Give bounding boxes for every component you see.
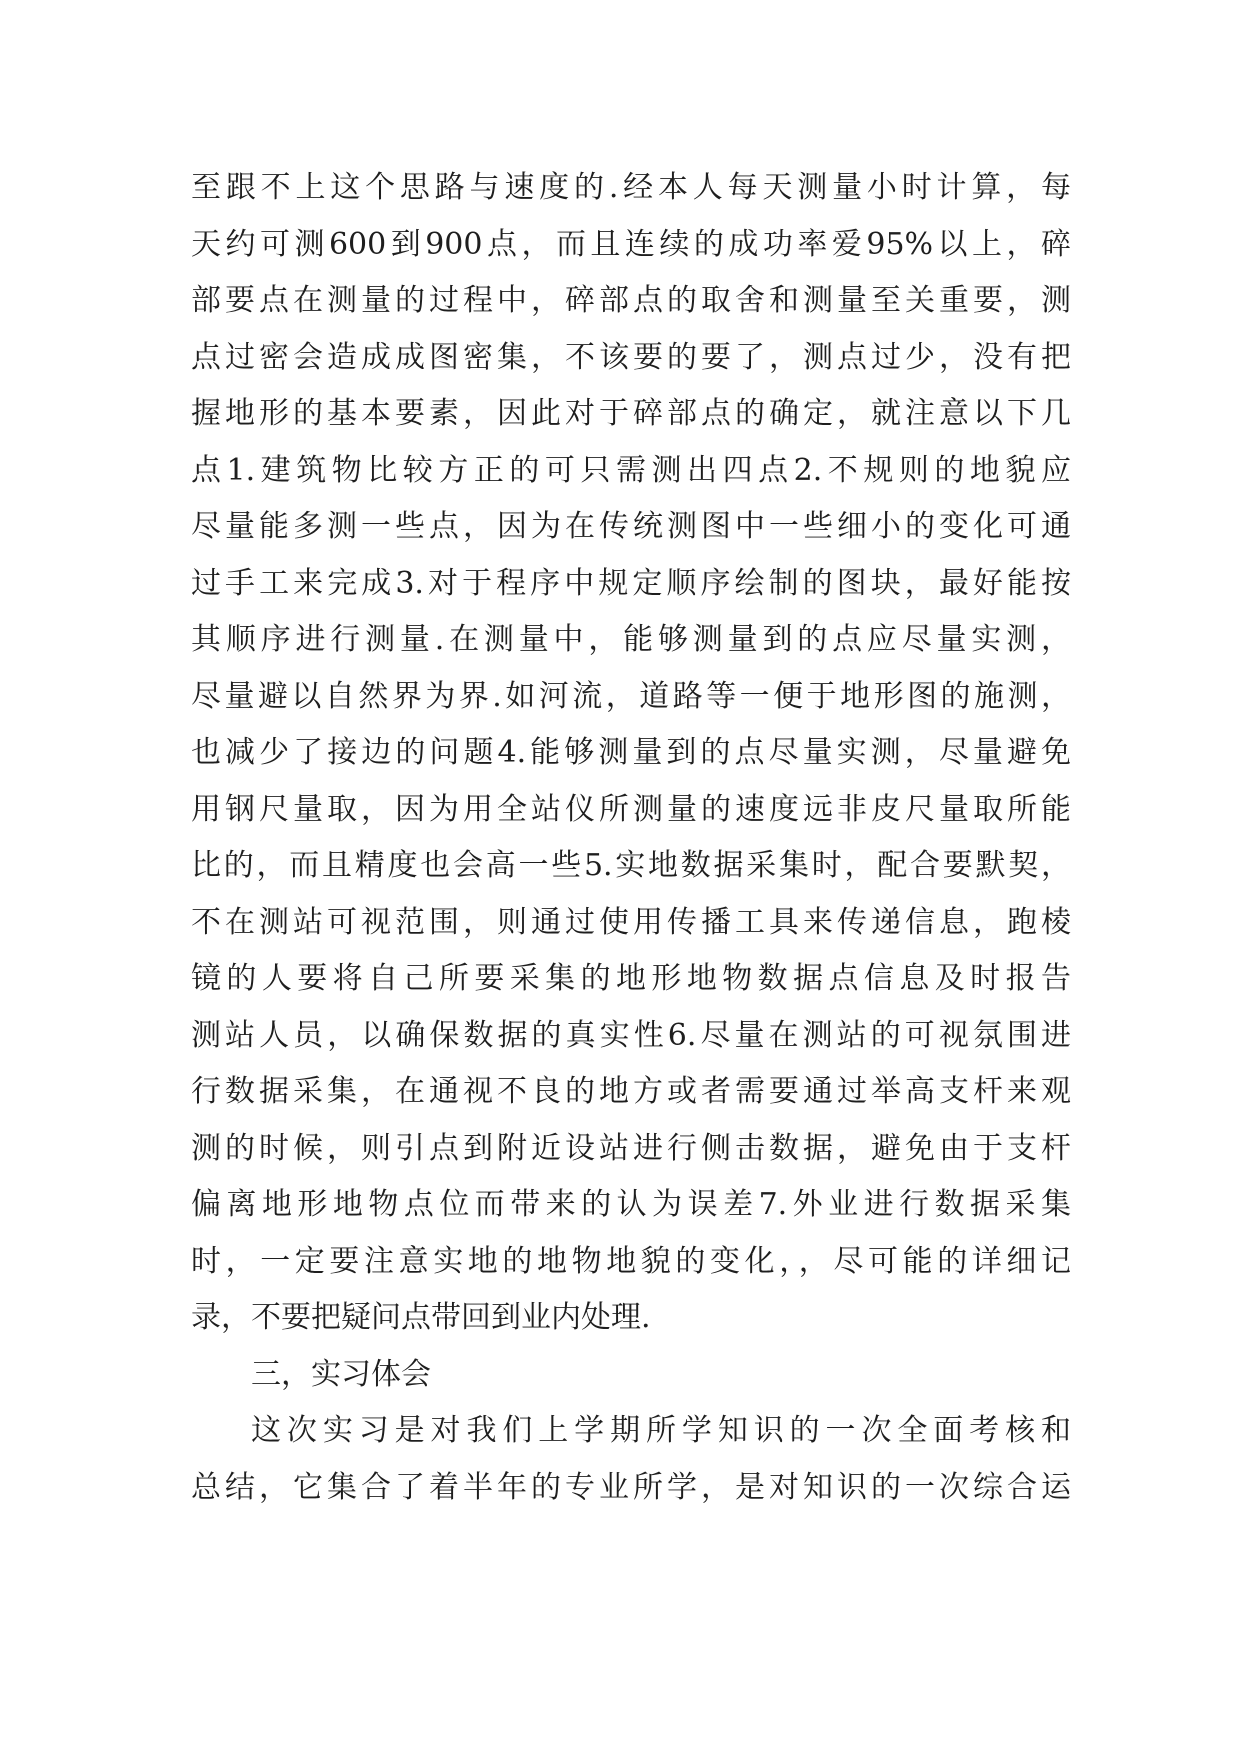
text-line-6: 点1.建筑物比较方正的可只需测出四点2.不规则的地貌应 — [191, 452, 1071, 488]
text-line-16: 测站人员，以确保数据的真实性6.尽量在测站的可视氛围进 — [191, 1017, 1071, 1053]
text-line-7: 尽量能多测一些点，因为在传统测图中一些细小的变化可通 — [191, 509, 1071, 544]
text-line-12: 用钢尺量取，因为用全站仪所测量的速度远非皮尺量取所能 — [191, 791, 1071, 827]
text-line-14: 不在测站可视范围，则通过使用传播工具来传递信息，跑棱 — [191, 904, 1071, 940]
text-line-21: 录，不要把疑问点带回到业内处理. — [191, 1300, 651, 1335]
text-line-1: 至跟不上这个思路与速度的.经本人每天测量小时计算，每 — [191, 170, 1071, 205]
text-line-17: 行数据采集，在通视不良的地方或者需要通过举高支杆来观 — [191, 1074, 1071, 1109]
text-line-10: 尽量避以自然界为界.如河流，道路等一便于地形图的施测， — [191, 678, 1071, 714]
text-line-13: 比的，而且精度也会高一些5.实地数据采集时，配合要默契， — [191, 848, 1071, 883]
text-line-11: 也减少了接边的问题4.能够测量到的点尽量实测，尽量避免 — [191, 735, 1071, 770]
body-text — [191, 160, 1071, 1516]
text-line-18: 测的时候，则引点到附近设站进行侧击数据，避免由于支杆 — [191, 1130, 1071, 1166]
text-line-2: 天约可测600到900点，而且连续的成功率爱95%以上，碎 — [191, 226, 1071, 262]
closing-line-2: 总结，它集合了着半年的专业所学，是对知识的一次综合运 — [191, 1469, 1071, 1505]
closing-line-1: 这次实习是对我们上学期所学知识的一次全面考核和 — [251, 1413, 1071, 1448]
text-line-19: 偏离地形地物点位而带来的认为误差7.外业进行数据采集 — [191, 1187, 1071, 1222]
text-line-4: 点过密会造成成图密集，不该要的要了，测点过少，没有把 — [191, 339, 1071, 375]
text-line-5: 握地形的基本要素，因此对于碎部点的确定，就注意以下几 — [191, 396, 1071, 431]
text-line-8: 过手工来完成3.对于程序中规定顺序绘制的图块，最好能按 — [191, 565, 1071, 601]
section-heading: 三，实习体会 — [251, 1356, 431, 1392]
text-line-3: 部要点在测量的过程中，碎部点的取舍和测量至关重要，测 — [191, 283, 1071, 318]
text-line-15: 镜的人要将自己所要采集的地形地物数据点信息及时报告 — [191, 961, 1071, 996]
text-line-9: 其顺序进行测量.在测量中，能够测量到的点应尽量实测， — [191, 622, 1071, 657]
text-line-20: 时，一定要注意实地的地物地貌的变化，，尽可能的详细记 — [191, 1243, 1071, 1279]
